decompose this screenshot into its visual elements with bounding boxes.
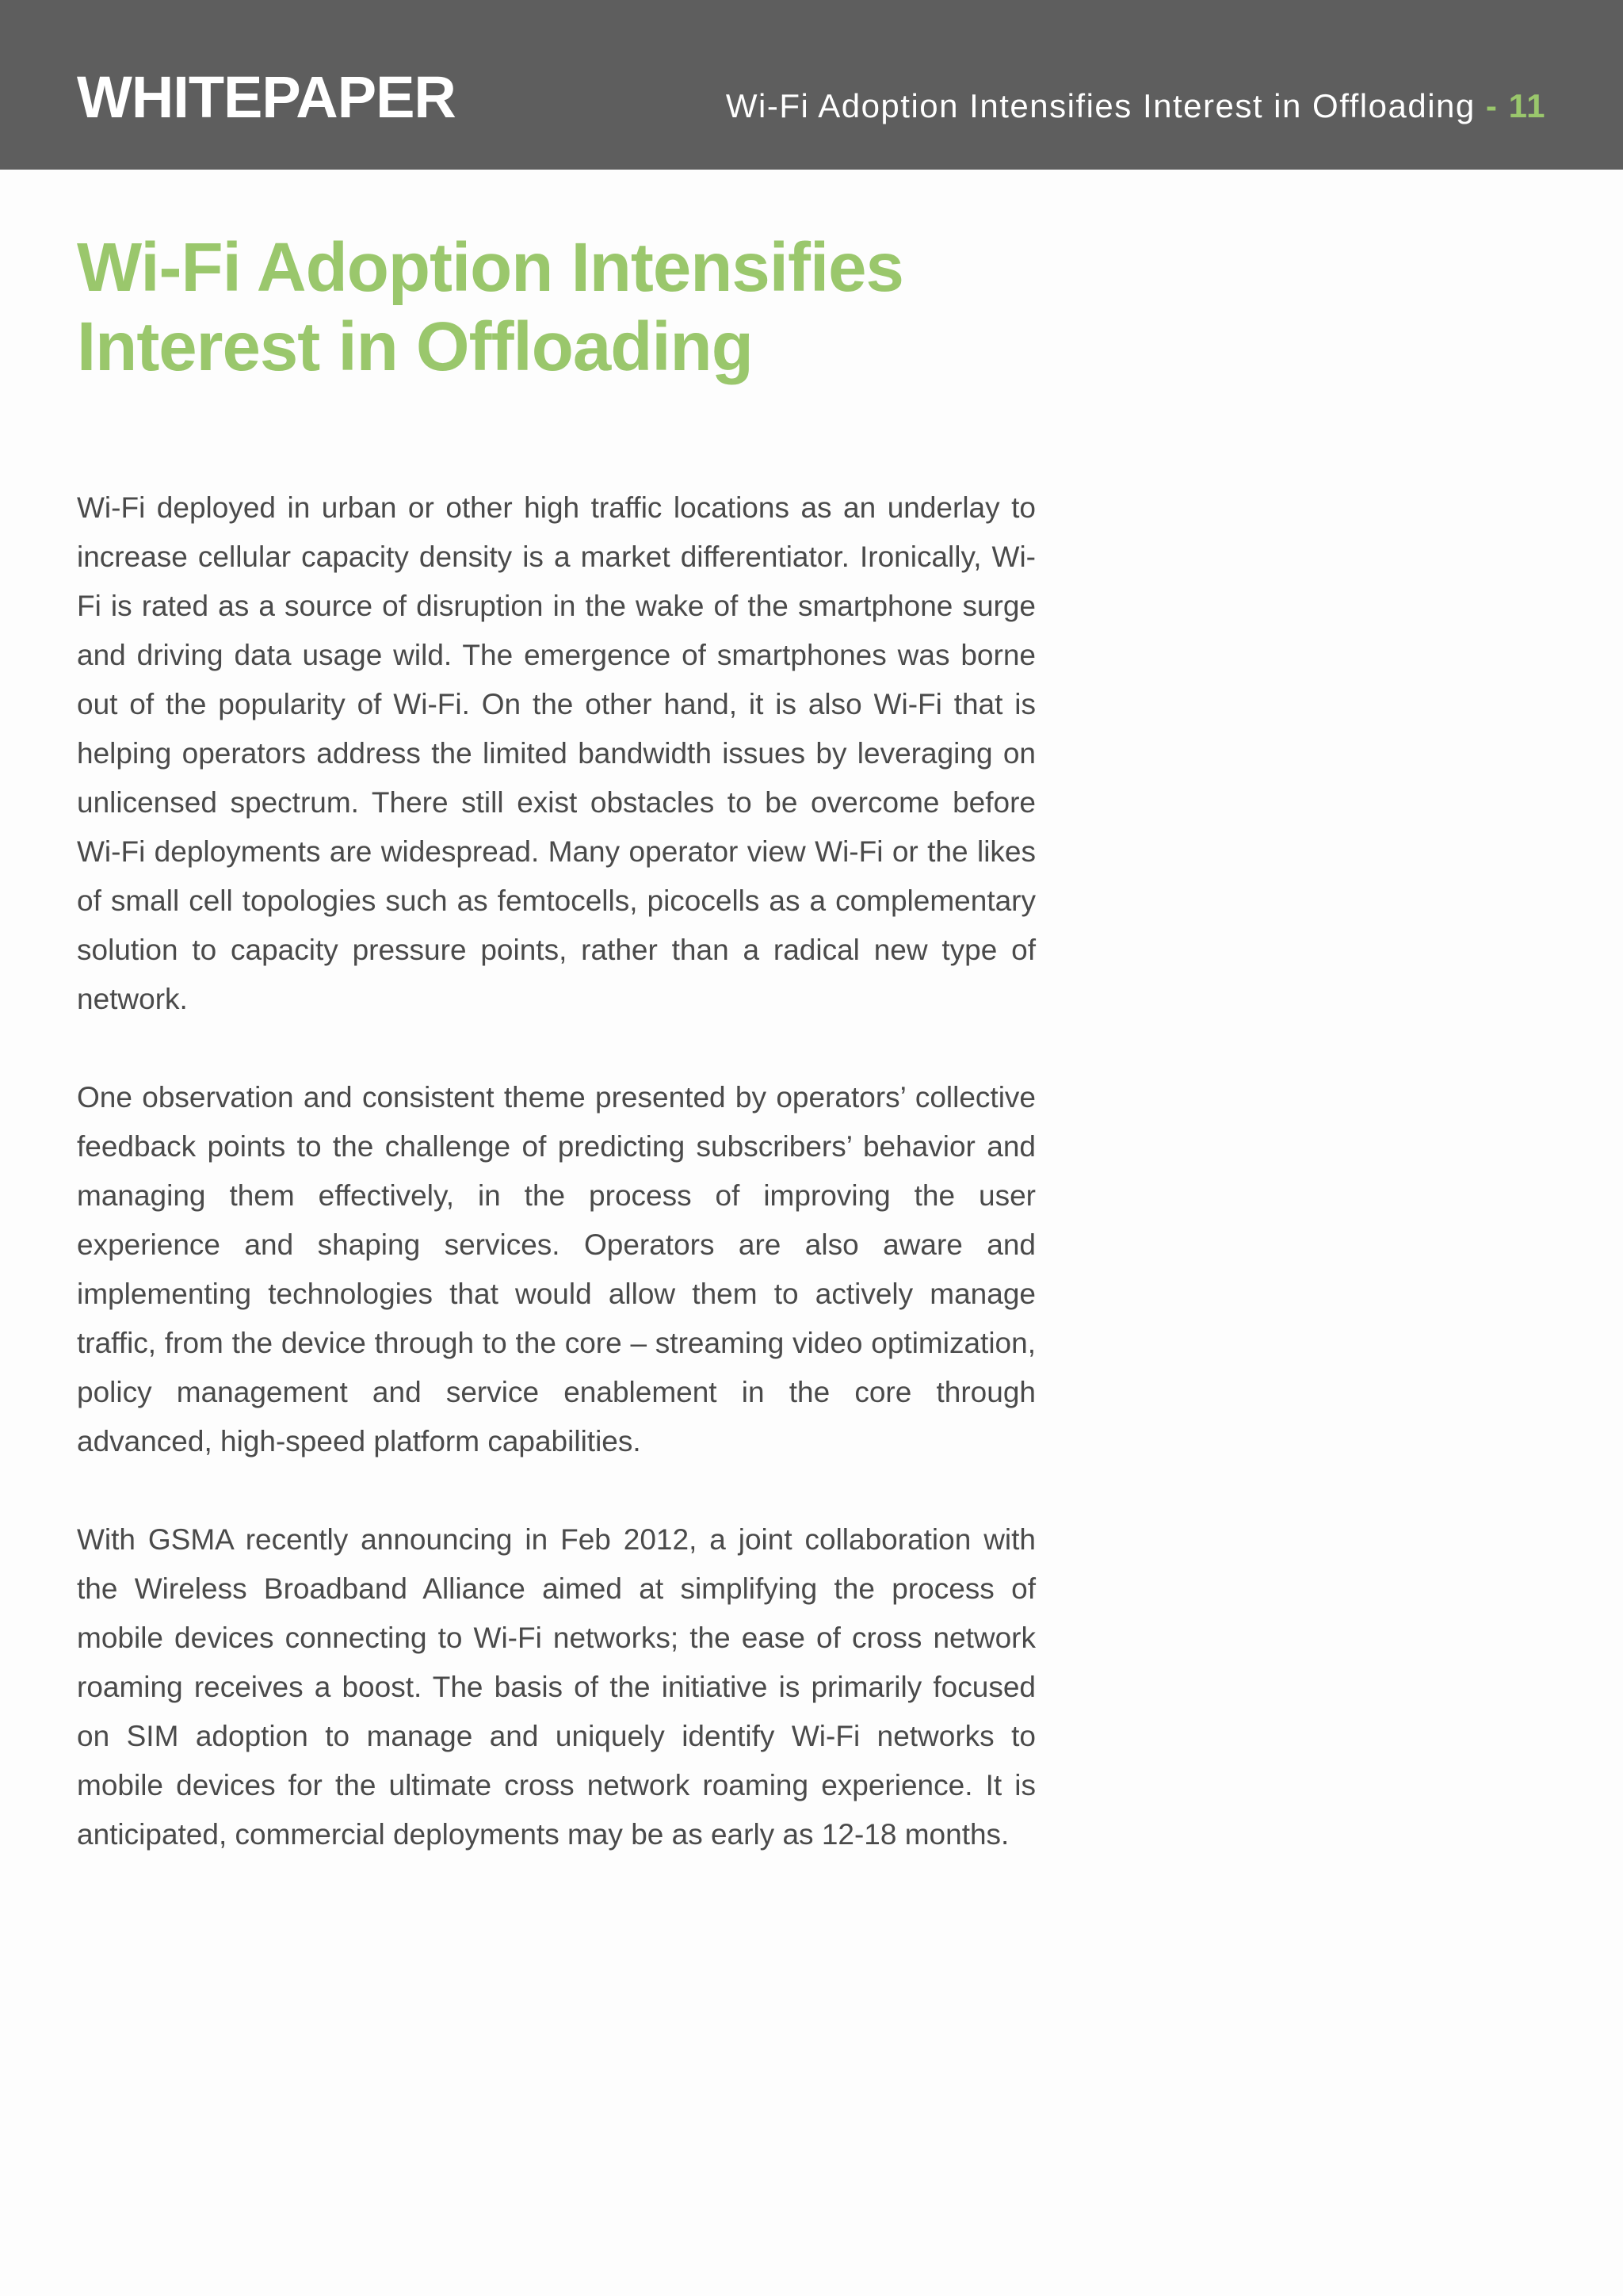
page-title-line-2: Interest in Offloading (77, 308, 753, 385)
page-number: 11 (1508, 87, 1546, 124)
page-title (77, 228, 1060, 387)
page-number-separator: - (1485, 87, 1499, 124)
paragraph: With GSMA recently announcing in Feb 2012, a joint collaboration with the Wireless Broadband Alliance aimed at simplifying the process of mobile devices connecting to Wi-Fi networks; the ease of cross network roaming receives a boost. The basis of the initiative is primarily focused on SIM adoption to manage and uniquely identify Wi-Fi networks to mobile devices for the ultimate cross network roaming experience. It is anticipated, commercial deployments may be as early as 12-18 months. (77, 1523, 1036, 1851)
paragraph: One observation and consistent theme presented by operators’ collective feedback points to the challenge of predicting subscribers’ behavior and managing them effectively, in the process of improving the user experience and shaping services. Operators are also aware and implementing technologies that would allow them to actively manage traffic, from the device through to the core – streaming video optimization, policy management and service enablement in the core through advanced, high-speed platform capabilities. (77, 1081, 1036, 1457)
running-title: Wi-Fi Adoption Intensifies Interest in Offloading (725, 87, 1476, 124)
running-header (726, 82, 1546, 130)
header-bar (0, 0, 1623, 170)
article-body (77, 483, 1036, 1908)
paragraph: Wi-Fi deployed in urban or other high traffic locations as an underlay to increase cellular capacity density is a market differentiator. Ironically, Wi-Fi is rated as a source of disruption in the wake of the smartphone surge and driving data usage wild. The emergence of smartphones was borne out of the popularity of Wi-Fi. On the other hand, it is also Wi-Fi that is helping operators address the limited bandwidth issues by leveraging on unlicensed spectrum. There still exist obstacles to be overcome before Wi-Fi deployments are widespread. Many operator view Wi-Fi or the likes of small cell topologies such as femtocells, picocells as a complementary solution to capacity pressure points, rather than a radical new type of network. (77, 491, 1036, 1015)
page-title-line-1: Wi-Fi Adoption Intensifies (77, 229, 903, 306)
document-type-label: WHITEPAPER (77, 64, 456, 130)
